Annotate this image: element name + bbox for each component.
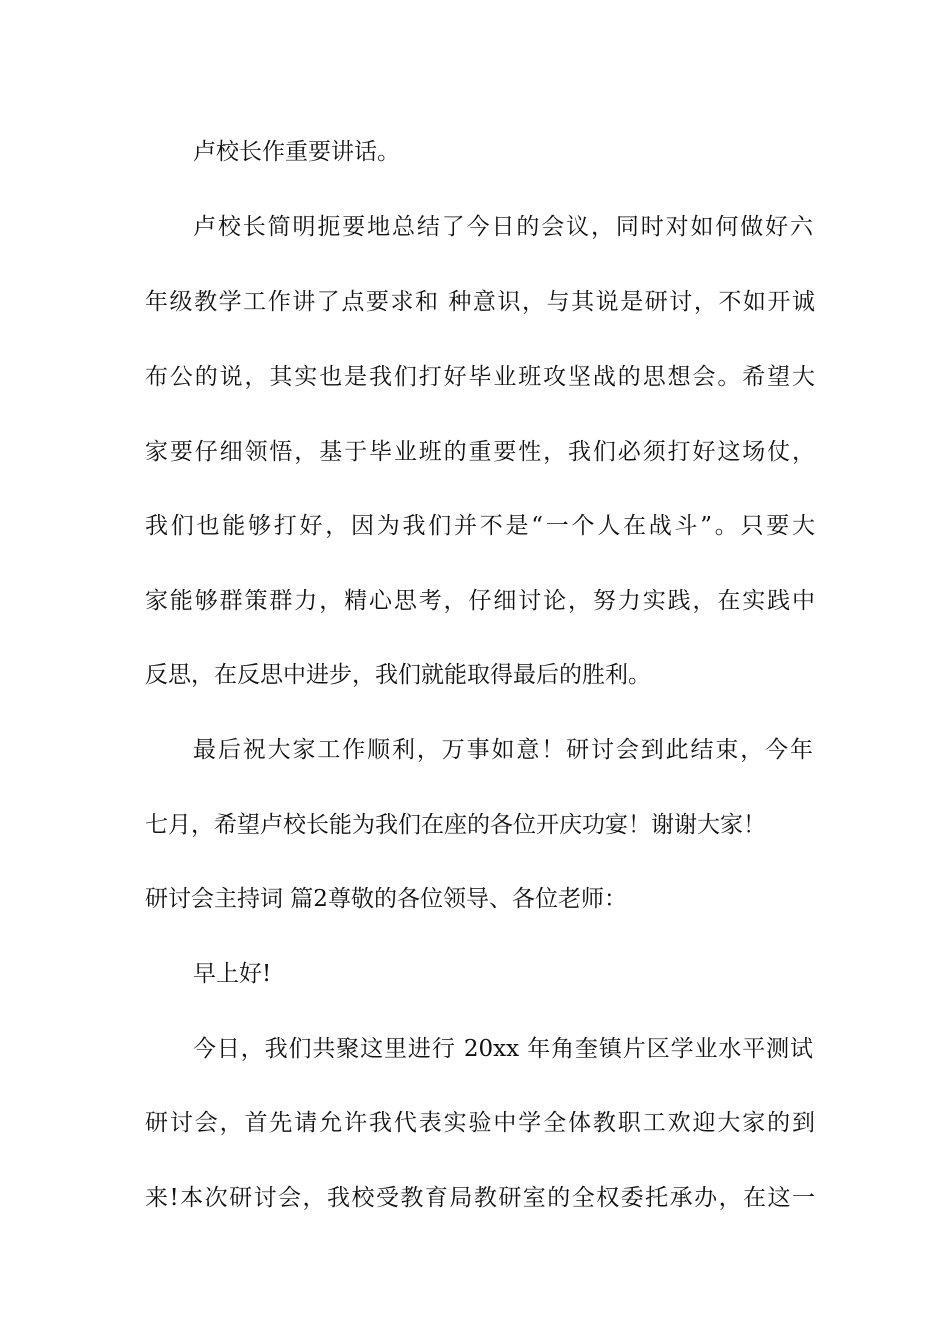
paragraph-line: 最后祝大家工作顺利，万事如意！研讨会到此结束，今年 [193, 737, 813, 763]
paragraph-line: 布公的说，其实也是我们打好毕业班攻坚战的思想会。希望大 [145, 364, 815, 390]
paragraph-line: 卢校长作重要讲话。 [193, 139, 400, 165]
paragraph-line: 来!本次研讨会，我校受教育局教研室的全权委托承办，在这一 [145, 1185, 815, 1211]
paragraph-line: 年级教学工作讲了点要求和 种意识，与其说是研讨，不如开诚 [145, 289, 815, 315]
paragraph-line: 卢校长简明扼要地总结了今日的会议，同时对如何做好六 [193, 214, 813, 240]
paragraph-line: 今日，我们共聚这里进行 20xx 年角奎镇片区学业水平测试 [193, 1036, 813, 1062]
paragraph-line: 七月，希望卢校长能为我们在座的各位开庆功宴！谢谢大家！ [145, 812, 766, 838]
paragraph-line: 研讨会，首先请允许我代表实验中学全体教职工欢迎大家的到 [145, 1110, 815, 1136]
paragraph-line: 我们也能够打好，因为我们并不是“一个人在战斗”。只要大 [145, 513, 815, 539]
paragraph-line: 反思，在反思中进步，我们就能取得最后的胜利。 [145, 662, 651, 688]
paragraph-line: 家能够群策群力，精心思考，仔细讨论，努力实践，在实践中 [145, 588, 815, 614]
paragraph-line: 早上好! [193, 961, 272, 987]
section-heading-line: 研讨会主持词 篇2尊敬的各位领导、各位老师： [145, 886, 627, 912]
paragraph-line: 家要仔细领悟，基于毕业班的重要性，我们必须打好这场仗， [145, 439, 815, 465]
